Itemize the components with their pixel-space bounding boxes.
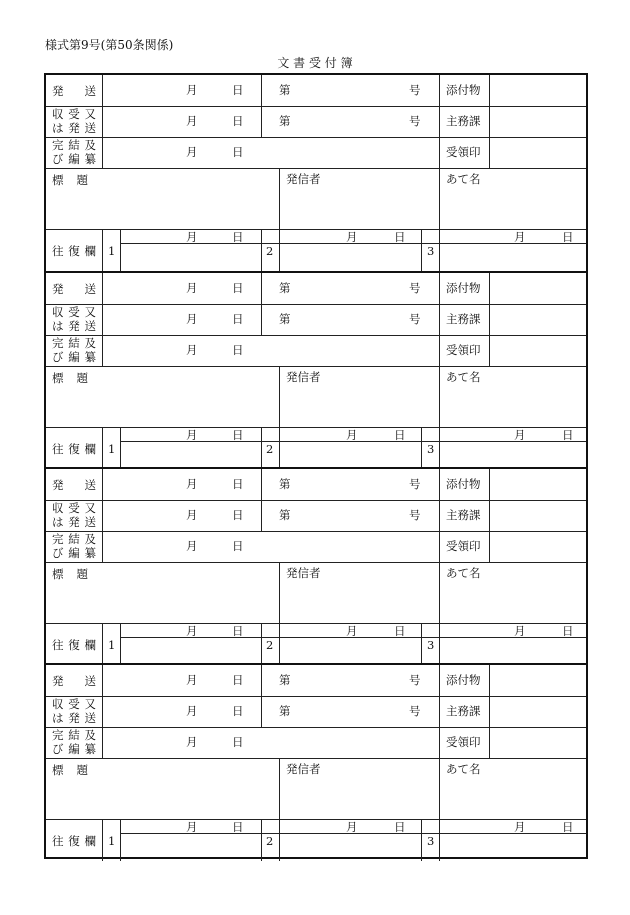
month-label: 月 xyxy=(346,624,358,638)
correspondence-number-1: 1 xyxy=(108,638,116,652)
register-record xyxy=(46,75,586,271)
correspondence-number-3: 3 xyxy=(427,244,435,258)
number-prefix-label: 第 xyxy=(279,312,291,326)
register-record xyxy=(46,467,586,665)
correspondence-number-1: 1 xyxy=(108,244,116,258)
month-label: 月 xyxy=(186,673,198,687)
day-label: 日 xyxy=(394,624,406,638)
month-label: 月 xyxy=(186,281,198,295)
month-label: 月 xyxy=(514,230,526,244)
addressee-label: あて名 xyxy=(446,172,481,186)
received-label-line2: は 発 送 xyxy=(52,515,96,529)
subject-label: 標 題 xyxy=(52,173,88,187)
day-label: 日 xyxy=(232,624,244,638)
department-label: 主務課 xyxy=(446,312,481,326)
completed-label-line1: 完 結 及 xyxy=(52,336,96,350)
received-label-line2: は 発 送 xyxy=(52,319,96,333)
send-label: 発 送 xyxy=(52,478,96,492)
number-suffix-label: 号 xyxy=(409,704,421,718)
number-prefix-label: 第 xyxy=(279,704,291,718)
day-label: 日 xyxy=(232,114,244,128)
send-label: 発 送 xyxy=(52,674,96,688)
month-label: 月 xyxy=(514,624,526,638)
completed-label-line2: び 編 纂 xyxy=(52,350,96,364)
month-label: 月 xyxy=(186,477,198,491)
received-label-line1: 収 受 又 xyxy=(52,697,96,711)
month-label: 月 xyxy=(186,83,198,97)
day-label: 日 xyxy=(232,539,244,553)
month-label: 月 xyxy=(186,704,198,718)
correspondence-number-2: 2 xyxy=(266,244,274,258)
form-number-label: 様式第9号(第50条関係) xyxy=(45,38,174,52)
attachment-label: 添付物 xyxy=(446,83,481,97)
month-label: 月 xyxy=(514,428,526,442)
register-sheet xyxy=(44,73,588,859)
day-label: 日 xyxy=(232,428,244,442)
number-prefix-label: 第 xyxy=(279,477,291,491)
sender-label: 発信者 xyxy=(286,762,321,776)
correspondence-number-3: 3 xyxy=(427,638,435,652)
correspondence-label: 往 復 欄 xyxy=(52,834,96,848)
day-label: 日 xyxy=(232,704,244,718)
received-label-line2: は 発 送 xyxy=(52,711,96,725)
month-label: 月 xyxy=(186,735,198,749)
addressee-label: あて名 xyxy=(446,566,481,580)
received-label-line1: 収 受 又 xyxy=(52,305,96,319)
month-label: 月 xyxy=(346,428,358,442)
receipt-seal-label: 受領印 xyxy=(446,145,481,159)
month-label: 月 xyxy=(186,539,198,553)
number-suffix-label: 号 xyxy=(409,83,421,97)
number-prefix-label: 第 xyxy=(279,83,291,97)
department-label: 主務課 xyxy=(446,508,481,522)
receipt-seal-label: 受領印 xyxy=(446,539,481,553)
subject-label: 標 題 xyxy=(52,371,88,385)
number-prefix-label: 第 xyxy=(279,114,291,128)
correspondence-label: 往 復 欄 xyxy=(52,244,96,258)
completed-label-line1: 完 結 及 xyxy=(52,728,96,742)
correspondence-number-2: 2 xyxy=(266,834,274,848)
month-label: 月 xyxy=(346,230,358,244)
subject-label: 標 題 xyxy=(52,567,88,581)
number-suffix-label: 号 xyxy=(409,281,421,295)
month-label: 月 xyxy=(186,343,198,357)
register-record xyxy=(46,271,586,469)
day-label: 日 xyxy=(232,508,244,522)
correspondence-label: 往 復 欄 xyxy=(52,638,96,652)
completed-label-line1: 完 結 及 xyxy=(52,532,96,546)
day-label: 日 xyxy=(232,735,244,749)
number-prefix-label: 第 xyxy=(279,673,291,687)
number-prefix-label: 第 xyxy=(279,281,291,295)
month-label: 月 xyxy=(186,624,198,638)
correspondence-number-3: 3 xyxy=(427,834,435,848)
completed-label-line2: び 編 纂 xyxy=(52,546,96,560)
month-label: 月 xyxy=(186,312,198,326)
correspondence-label: 往 復 欄 xyxy=(52,442,96,456)
sender-label: 発信者 xyxy=(286,370,321,384)
correspondence-number-3: 3 xyxy=(427,442,435,456)
received-label-line1: 収 受 又 xyxy=(52,107,96,121)
correspondence-number-1: 1 xyxy=(108,442,116,456)
month-label: 月 xyxy=(186,428,198,442)
document-title: 文 書 受 付 簿 xyxy=(277,56,353,70)
day-label: 日 xyxy=(232,230,244,244)
day-label: 日 xyxy=(562,230,574,244)
day-label: 日 xyxy=(562,624,574,638)
number-suffix-label: 号 xyxy=(409,114,421,128)
completed-label-line2: び 編 纂 xyxy=(52,152,96,166)
month-label: 月 xyxy=(514,820,526,834)
department-label: 主務課 xyxy=(446,114,481,128)
sender-label: 発信者 xyxy=(286,172,321,186)
correspondence-number-2: 2 xyxy=(266,638,274,652)
number-suffix-label: 号 xyxy=(409,477,421,491)
attachment-label: 添付物 xyxy=(446,673,481,687)
subject-label: 標 題 xyxy=(52,763,88,777)
sender-label: 発信者 xyxy=(286,566,321,580)
number-prefix-label: 第 xyxy=(279,508,291,522)
day-label: 日 xyxy=(232,145,244,159)
attachment-label: 添付物 xyxy=(446,281,481,295)
receipt-seal-label: 受領印 xyxy=(446,735,481,749)
addressee-label: あて名 xyxy=(446,762,481,776)
receipt-seal-label: 受領印 xyxy=(446,343,481,357)
register-record xyxy=(46,663,586,861)
attachment-label: 添付物 xyxy=(446,477,481,491)
correspondence-number-1: 1 xyxy=(108,834,116,848)
correspondence-number-2: 2 xyxy=(266,442,274,456)
day-label: 日 xyxy=(562,428,574,442)
month-label: 月 xyxy=(186,145,198,159)
day-label: 日 xyxy=(232,820,244,834)
month-label: 月 xyxy=(186,508,198,522)
number-suffix-label: 号 xyxy=(409,312,421,326)
completed-label-line1: 完 結 及 xyxy=(52,138,96,152)
day-label: 日 xyxy=(394,230,406,244)
received-label-line2: は 発 送 xyxy=(52,121,96,135)
day-label: 日 xyxy=(232,477,244,491)
addressee-label: あて名 xyxy=(446,370,481,384)
day-label: 日 xyxy=(232,312,244,326)
department-label: 主務課 xyxy=(446,704,481,718)
number-suffix-label: 号 xyxy=(409,673,421,687)
month-label: 月 xyxy=(346,820,358,834)
day-label: 日 xyxy=(232,281,244,295)
send-label: 発 送 xyxy=(52,84,96,98)
day-label: 日 xyxy=(232,83,244,97)
send-label: 発 送 xyxy=(52,282,96,296)
month-label: 月 xyxy=(186,820,198,834)
number-suffix-label: 号 xyxy=(409,508,421,522)
day-label: 日 xyxy=(394,820,406,834)
completed-label-line2: び 編 纂 xyxy=(52,742,96,756)
received-label-line1: 収 受 又 xyxy=(52,501,96,515)
day-label: 日 xyxy=(232,343,244,357)
day-label: 日 xyxy=(562,820,574,834)
day-label: 日 xyxy=(232,673,244,687)
month-label: 月 xyxy=(186,114,198,128)
month-label: 月 xyxy=(186,230,198,244)
day-label: 日 xyxy=(394,428,406,442)
